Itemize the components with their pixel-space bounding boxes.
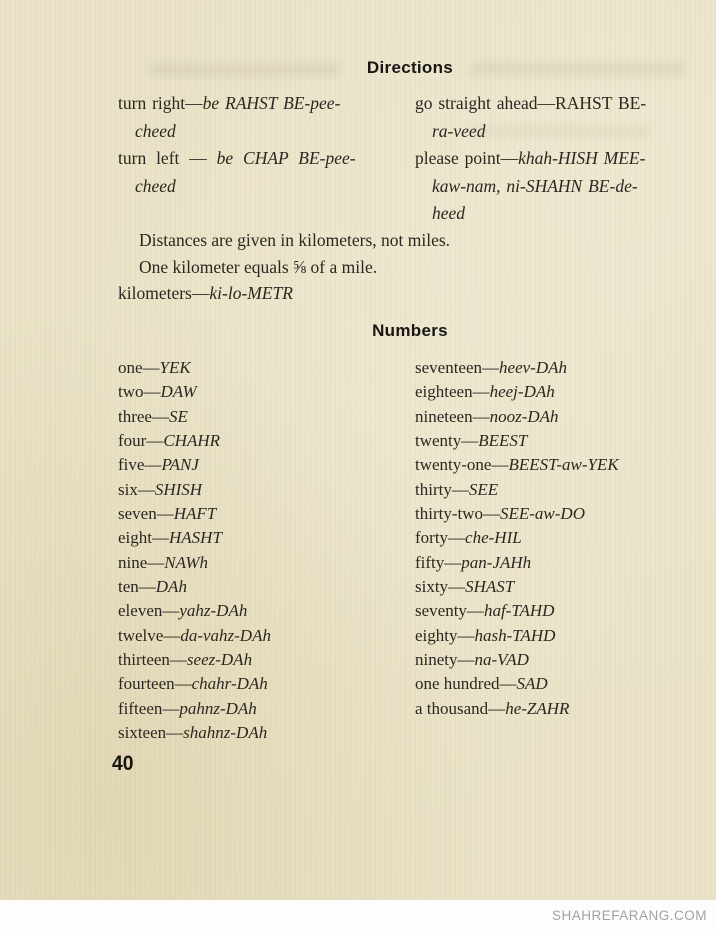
number-entry [118,721,401,745]
number-english: thirty— [415,479,469,499]
number-entry [118,380,401,404]
number-english: eight— [118,528,169,548]
number-pronunciation: SHAST [465,577,515,597]
number-entry [118,356,401,380]
number-english: two— [118,382,161,402]
number-pronunciation: pahnz-DAh [179,698,257,718]
number-pronunciation: seez-DAh [186,650,253,670]
number-entry [118,429,401,453]
number-pronunciation: HASHT [169,528,222,548]
number-entry [415,672,702,696]
number-english: twenty-one— [415,455,509,475]
number-english: sixty— [415,577,466,597]
direction-pronunciation: khah-HISH MEE- [518,148,646,169]
directions-right-column [415,90,702,228]
number-english: thirteen— [118,650,187,670]
number-entry [415,551,702,575]
direction-entry-line [118,173,401,201]
direction-entry-line [415,200,702,228]
number-entry [415,453,702,477]
number-entry [415,697,702,721]
number-entry [415,526,702,550]
number-entry [415,502,702,526]
direction-entry-line [118,90,401,118]
directions-heading: Directions [366,58,454,77]
number-entry [118,526,401,550]
number-entry [118,551,401,575]
number-pronunciation: HAFT [173,504,217,524]
number-pronunciation: NAWh [164,552,209,572]
number-entry [415,575,702,599]
direction-entry-line [415,118,702,146]
direction-pronunciation: cheed [135,175,176,196]
number-pronunciation: BEEST-aw-YEK [508,455,619,475]
number-pronunciation: heev-DAh [499,358,567,377]
number-pronunciation: SE [168,406,188,426]
numbers-right-column [415,356,702,746]
number-english: eleven— [118,601,180,621]
distance-note-line: One kilometer equals ⅝ of a mile. [139,257,378,278]
number-entry [118,575,401,599]
kilometers-english: kilometers— [118,283,210,303]
direction-entry-line [118,145,401,173]
number-pronunciation: SEE [468,479,499,499]
directions-left-column [118,90,401,228]
number-entry [415,380,702,404]
direction-pronunciation: be CHAP BE-pee- [216,148,356,169]
direction-entry-line [415,90,702,118]
number-english: five— [118,455,162,475]
number-english: sixteen— [118,723,184,743]
number-english: one— [118,358,160,377]
number-entry [118,502,401,526]
direction-entry-line [118,118,401,146]
number-pronunciation: da-vahz-DAh [180,625,271,645]
number-pronunciation: SAD [516,674,548,694]
number-pronunciation: DAh [155,577,187,597]
number-english: ten— [118,577,156,597]
number-pronunciation: YEK [159,358,191,377]
number-english: nine— [118,552,165,572]
numbers-heading: Numbers [372,321,448,340]
number-english: seventy— [415,601,484,621]
kilometers-entry [118,283,293,304]
number-pronunciation: hash-TAHD [474,625,556,645]
direction-english: go straight ahead—RAHST BE- [415,93,647,113]
direction-english: turn left — [118,148,217,169]
distance-notes [139,227,450,282]
number-pronunciation: na-VAD [474,650,529,670]
number-english: thirty-two— [415,504,500,524]
direction-english: turn right— [118,93,203,113]
numbers-list [118,356,702,746]
direction-entry-line [415,173,702,201]
direction-pronunciation: ra-veed [432,120,486,141]
number-pronunciation: he-ZAHR [505,698,570,718]
number-pronunciation: haf-TAHD [483,601,555,621]
number-english: ninety— [415,650,475,670]
numbers-left-column [118,356,401,746]
number-pronunciation: shahnz-DAh [183,723,268,743]
direction-english: please point— [415,148,519,169]
number-entry [415,429,702,453]
number-english: nineteen— [415,406,490,426]
number-english: fifteen— [118,698,180,718]
number-english: twelve— [118,625,181,645]
direction-pronunciation: be RAHST BE-pee- [202,93,341,113]
watermark-text: SHAHREFARANG.COM [551,907,707,923]
number-entry [118,672,401,696]
page-number: 40 [112,752,134,775]
number-entry [415,624,702,648]
number-entry [415,648,702,672]
direction-pronunciation: heed [432,203,466,224]
number-entry [118,453,401,477]
number-english: seven— [118,504,174,524]
number-pronunciation: BEEST [478,431,528,451]
direction-pronunciation: cheed [135,120,176,141]
number-pronunciation: chahr-DAh [191,674,268,694]
number-entry [415,405,702,429]
number-english: a thousand— [415,698,506,718]
number-pronunciation: heej-DAh [489,382,555,402]
number-pronunciation: CHAHR [163,431,220,451]
number-english: seventeen— [415,358,500,377]
direction-pronunciation: kaw-nam, ni-SHAHN BE-de- [432,175,638,196]
number-entry [118,478,401,502]
direction-entry-line [415,145,702,173]
number-pronunciation: SEE-aw-DO [500,504,585,524]
kilometers-pronunciation: ki-lo-METR [209,283,293,303]
number-english: eighty— [415,625,475,645]
number-entry [118,624,401,648]
number-pronunciation: che-HIL [465,528,522,548]
number-pronunciation: yahz-DAh [179,601,248,621]
number-english: forty— [415,528,466,548]
number-english: one hundred— [415,674,517,694]
number-entry [118,648,401,672]
number-entry [118,697,401,721]
watermark-bar [0,900,716,930]
number-entry [415,478,702,502]
number-pronunciation: PANJ [161,455,199,475]
number-entry [118,405,401,429]
number-entry [118,599,401,623]
number-english: three— [118,406,169,426]
number-english: four— [118,431,164,451]
directions-entries [118,90,702,228]
number-entry [415,599,702,623]
number-pronunciation: nooz-DAh [489,406,559,426]
number-english: fourteen— [118,674,192,694]
number-pronunciation: pan-JAHh [461,552,532,572]
number-entry [415,356,702,380]
number-pronunciation: DAW [160,382,197,402]
number-pronunciation: SHISH [154,479,203,499]
number-english: eighteen— [415,382,490,402]
number-english: six— [118,479,155,499]
number-english: fifty— [415,552,462,572]
distance-note-line: Distances are given in kilometers, not miles. [139,230,451,250]
number-english: twenty— [415,431,479,451]
